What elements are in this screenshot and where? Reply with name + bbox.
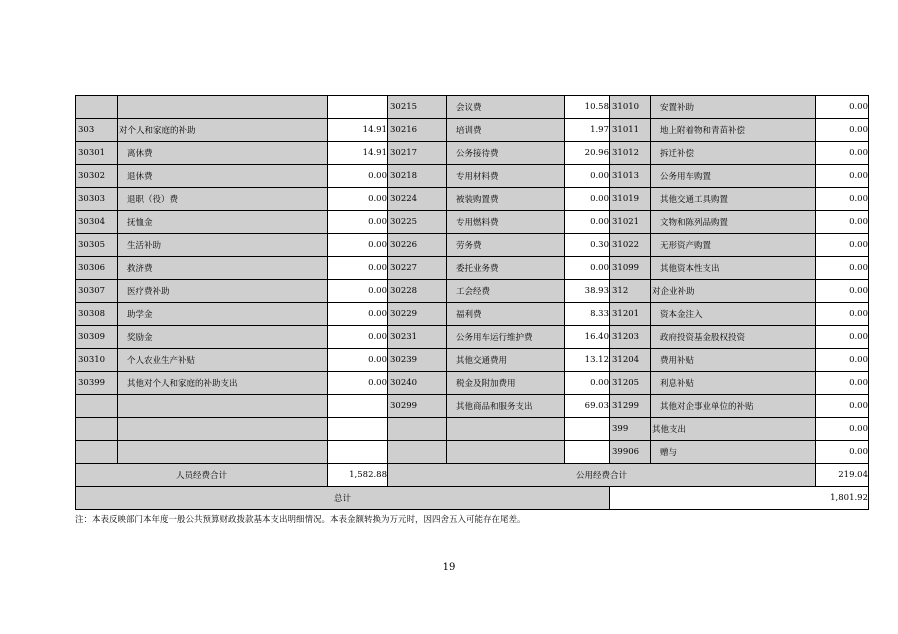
table-row	[76, 349, 869, 372]
table-row	[76, 326, 869, 349]
table-row	[76, 441, 869, 464]
section3-name: 资本金注入	[651, 303, 816, 326]
section1-name: 其他对个人和家庭的补助支出	[118, 372, 328, 395]
section3-value: 0.00	[816, 257, 869, 280]
section3-name: 其他交通工具购置	[651, 188, 816, 211]
section3-value: 0.00	[816, 188, 869, 211]
section2-code: 30299	[388, 395, 447, 418]
section1-name: 抚恤金	[118, 211, 328, 234]
table-row	[76, 211, 869, 234]
section3-value: 0.00	[816, 303, 869, 326]
grand-total-row	[76, 487, 869, 510]
section2-name: 培训费	[447, 119, 565, 142]
section3-code: 31021	[610, 211, 651, 234]
section3-code: 312	[610, 280, 651, 303]
personnel-total-value: 1,582.88	[328, 464, 388, 487]
section2-value	[565, 418, 610, 441]
section1-code: 30306	[76, 257, 118, 280]
table-row	[76, 303, 869, 326]
section3-value: 0.00	[816, 96, 869, 119]
section2-value: 20.96	[565, 142, 610, 165]
section3-value: 0.00	[816, 349, 869, 372]
section1-name: 助学金	[118, 303, 328, 326]
section1-code: 30305	[76, 234, 118, 257]
table-totals	[76, 464, 869, 510]
section1-value: 0.00	[328, 372, 388, 395]
section1-code: 30399	[76, 372, 118, 395]
section2-name: 其他交通费用	[447, 349, 565, 372]
table-row	[76, 280, 869, 303]
section1-name	[118, 395, 328, 418]
section1-value: 14.91	[328, 142, 388, 165]
section3-code: 31203	[610, 326, 651, 349]
section1-value	[328, 96, 388, 119]
section2-name: 劳务费	[447, 234, 565, 257]
section2-name: 公务用车运行维护费	[447, 326, 565, 349]
section2-code: 30229	[388, 303, 447, 326]
section3-name: 其他对企事业单位的补贴	[651, 395, 816, 418]
section1-name: 生活补助	[118, 234, 328, 257]
subtotal-row	[76, 464, 869, 487]
section3-name: 赠与	[651, 441, 816, 464]
section2-code	[388, 418, 447, 441]
table-body	[76, 96, 869, 464]
section2-code: 30240	[388, 372, 447, 395]
grand-total-label: 总计	[76, 487, 610, 510]
section1-name	[118, 418, 328, 441]
section2-code: 30239	[388, 349, 447, 372]
expenditure-detail-table	[75, 95, 869, 510]
section3-value: 0.00	[816, 441, 869, 464]
section2-code: 30217	[388, 142, 447, 165]
section2-value	[565, 441, 610, 464]
section2-value: 0.00	[565, 211, 610, 234]
public-total-label: 公用经费合计	[388, 464, 816, 487]
section1-value: 0.00	[328, 211, 388, 234]
section1-code: 30309	[76, 326, 118, 349]
section3-code: 31010	[610, 96, 651, 119]
section3-value: 0.00	[816, 395, 869, 418]
section1-name: 退职（役）费	[118, 188, 328, 211]
section1-value: 0.00	[328, 188, 388, 211]
section2-code: 30228	[388, 280, 447, 303]
section3-name: 无形资产购置	[651, 234, 816, 257]
section2-value: 0.00	[565, 165, 610, 188]
section2-name: 被装购置费	[447, 188, 565, 211]
personnel-total-label: 人员经费合计	[76, 464, 328, 487]
section1-value: 0.00	[328, 303, 388, 326]
table-row	[76, 96, 869, 119]
section2-name: 专用燃料费	[447, 211, 565, 234]
section3-value: 0.00	[816, 119, 869, 142]
section3-code: 31099	[610, 257, 651, 280]
section2-name: 会议费	[447, 96, 565, 119]
section1-code: 30302	[76, 165, 118, 188]
section1-value: 14.91	[328, 119, 388, 142]
section2-value: 13.12	[565, 349, 610, 372]
section3-value: 0.00	[816, 211, 869, 234]
section3-code: 31201	[610, 303, 651, 326]
section3-code: 31022	[610, 234, 651, 257]
section1-code: 303	[76, 119, 118, 142]
section1-code	[76, 441, 118, 464]
table-row	[76, 188, 869, 211]
section3-name: 其他支出	[651, 418, 816, 441]
grand-total-value: 1,801.92	[610, 487, 869, 510]
section3-code: 31012	[610, 142, 651, 165]
section3-code: 31205	[610, 372, 651, 395]
section3-name: 费用补贴	[651, 349, 816, 372]
section1-code	[76, 395, 118, 418]
section1-value: 0.00	[328, 257, 388, 280]
section2-name	[447, 418, 565, 441]
section3-name: 对企业补助	[651, 280, 816, 303]
page-number: 19	[442, 562, 456, 573]
section3-value: 0.00	[816, 280, 869, 303]
table-row	[76, 142, 869, 165]
section1-value: 0.00	[328, 280, 388, 303]
section2-name: 委托业务费	[447, 257, 565, 280]
section2-value: 8.33	[565, 303, 610, 326]
section1-name: 离休费	[118, 142, 328, 165]
section1-name	[118, 96, 328, 119]
section3-value: 0.00	[816, 326, 869, 349]
table-row	[76, 234, 869, 257]
section2-name: 福利费	[447, 303, 565, 326]
section2-name: 工会经费	[447, 280, 565, 303]
section2-code: 30225	[388, 211, 447, 234]
section2-value: 69.03	[565, 395, 610, 418]
section3-name: 文物和陈列品购置	[651, 211, 816, 234]
table-row	[76, 418, 869, 441]
section1-name	[118, 441, 328, 464]
section1-value	[328, 441, 388, 464]
public-total-value: 219.04	[816, 464, 869, 487]
section3-code: 31011	[610, 119, 651, 142]
section2-name: 税金及附加费用	[447, 372, 565, 395]
section2-code: 30224	[388, 188, 447, 211]
section3-value: 0.00	[816, 372, 869, 395]
section2-name: 公务接待费	[447, 142, 565, 165]
section1-name: 奖励金	[118, 326, 328, 349]
section3-name: 政府投资基金股权投资	[651, 326, 816, 349]
section2-name: 专用材料费	[447, 165, 565, 188]
section1-name: 个人农业生产补贴	[118, 349, 328, 372]
section1-value	[328, 418, 388, 441]
section3-code: 39906	[610, 441, 651, 464]
section2-code: 30231	[388, 326, 447, 349]
section2-name	[447, 441, 565, 464]
section1-name: 医疗费补助	[118, 280, 328, 303]
section1-value: 0.00	[328, 234, 388, 257]
section3-name: 公务用车购置	[651, 165, 816, 188]
section2-value: 0.00	[565, 188, 610, 211]
section3-code: 31013	[610, 165, 651, 188]
table-row	[76, 372, 869, 395]
section2-code: 30215	[388, 96, 447, 119]
section2-code: 30227	[388, 257, 447, 280]
table-note: 注：本表反映部门本年度一般公共预算财政拨款基本支出明细情况。本表金额转换为万元时，因四舍五入可能存在尾差。	[75, 515, 526, 525]
section1-name: 退休费	[118, 165, 328, 188]
table-row	[76, 395, 869, 418]
section2-value: 16.40	[565, 326, 610, 349]
section3-code: 31204	[610, 349, 651, 372]
section1-code: 30301	[76, 142, 118, 165]
section3-code: 31019	[610, 188, 651, 211]
section2-value: 38.93	[565, 280, 610, 303]
section2-value: 1.97	[565, 119, 610, 142]
section2-value: 0.00	[565, 372, 610, 395]
section2-code	[388, 441, 447, 464]
table-row	[76, 257, 869, 280]
section3-name: 其他资本性支出	[651, 257, 816, 280]
section2-name: 其他商品和服务支出	[447, 395, 565, 418]
section3-name: 地上附着物和青苗补偿	[651, 119, 816, 142]
section2-value: 0.30	[565, 234, 610, 257]
section2-value: 0.00	[565, 257, 610, 280]
section1-code	[76, 418, 118, 441]
section1-value: 0.00	[328, 165, 388, 188]
section1-code	[76, 96, 118, 119]
section1-name: 对个人和家庭的补助	[118, 119, 328, 142]
section1-code: 30304	[76, 211, 118, 234]
section1-name: 救济费	[118, 257, 328, 280]
section1-value	[328, 395, 388, 418]
section3-code: 31299	[610, 395, 651, 418]
section3-code: 399	[610, 418, 651, 441]
section2-code: 30216	[388, 119, 447, 142]
section3-value: 0.00	[816, 165, 869, 188]
section3-name: 利息补贴	[651, 372, 816, 395]
section3-name: 安置补助	[651, 96, 816, 119]
table-row	[76, 165, 869, 188]
section1-code: 30310	[76, 349, 118, 372]
section2-value: 10.58	[565, 96, 610, 119]
section1-code: 30303	[76, 188, 118, 211]
section1-code: 30308	[76, 303, 118, 326]
section1-code: 30307	[76, 280, 118, 303]
section2-code: 30226	[388, 234, 447, 257]
section1-value: 0.00	[328, 326, 388, 349]
section3-name: 拆迁补偿	[651, 142, 816, 165]
table-row	[76, 119, 869, 142]
section3-value: 0.00	[816, 418, 869, 441]
section1-value: 0.00	[328, 349, 388, 372]
section3-value: 0.00	[816, 234, 869, 257]
section3-value: 0.00	[816, 142, 869, 165]
section2-code: 30218	[388, 165, 447, 188]
